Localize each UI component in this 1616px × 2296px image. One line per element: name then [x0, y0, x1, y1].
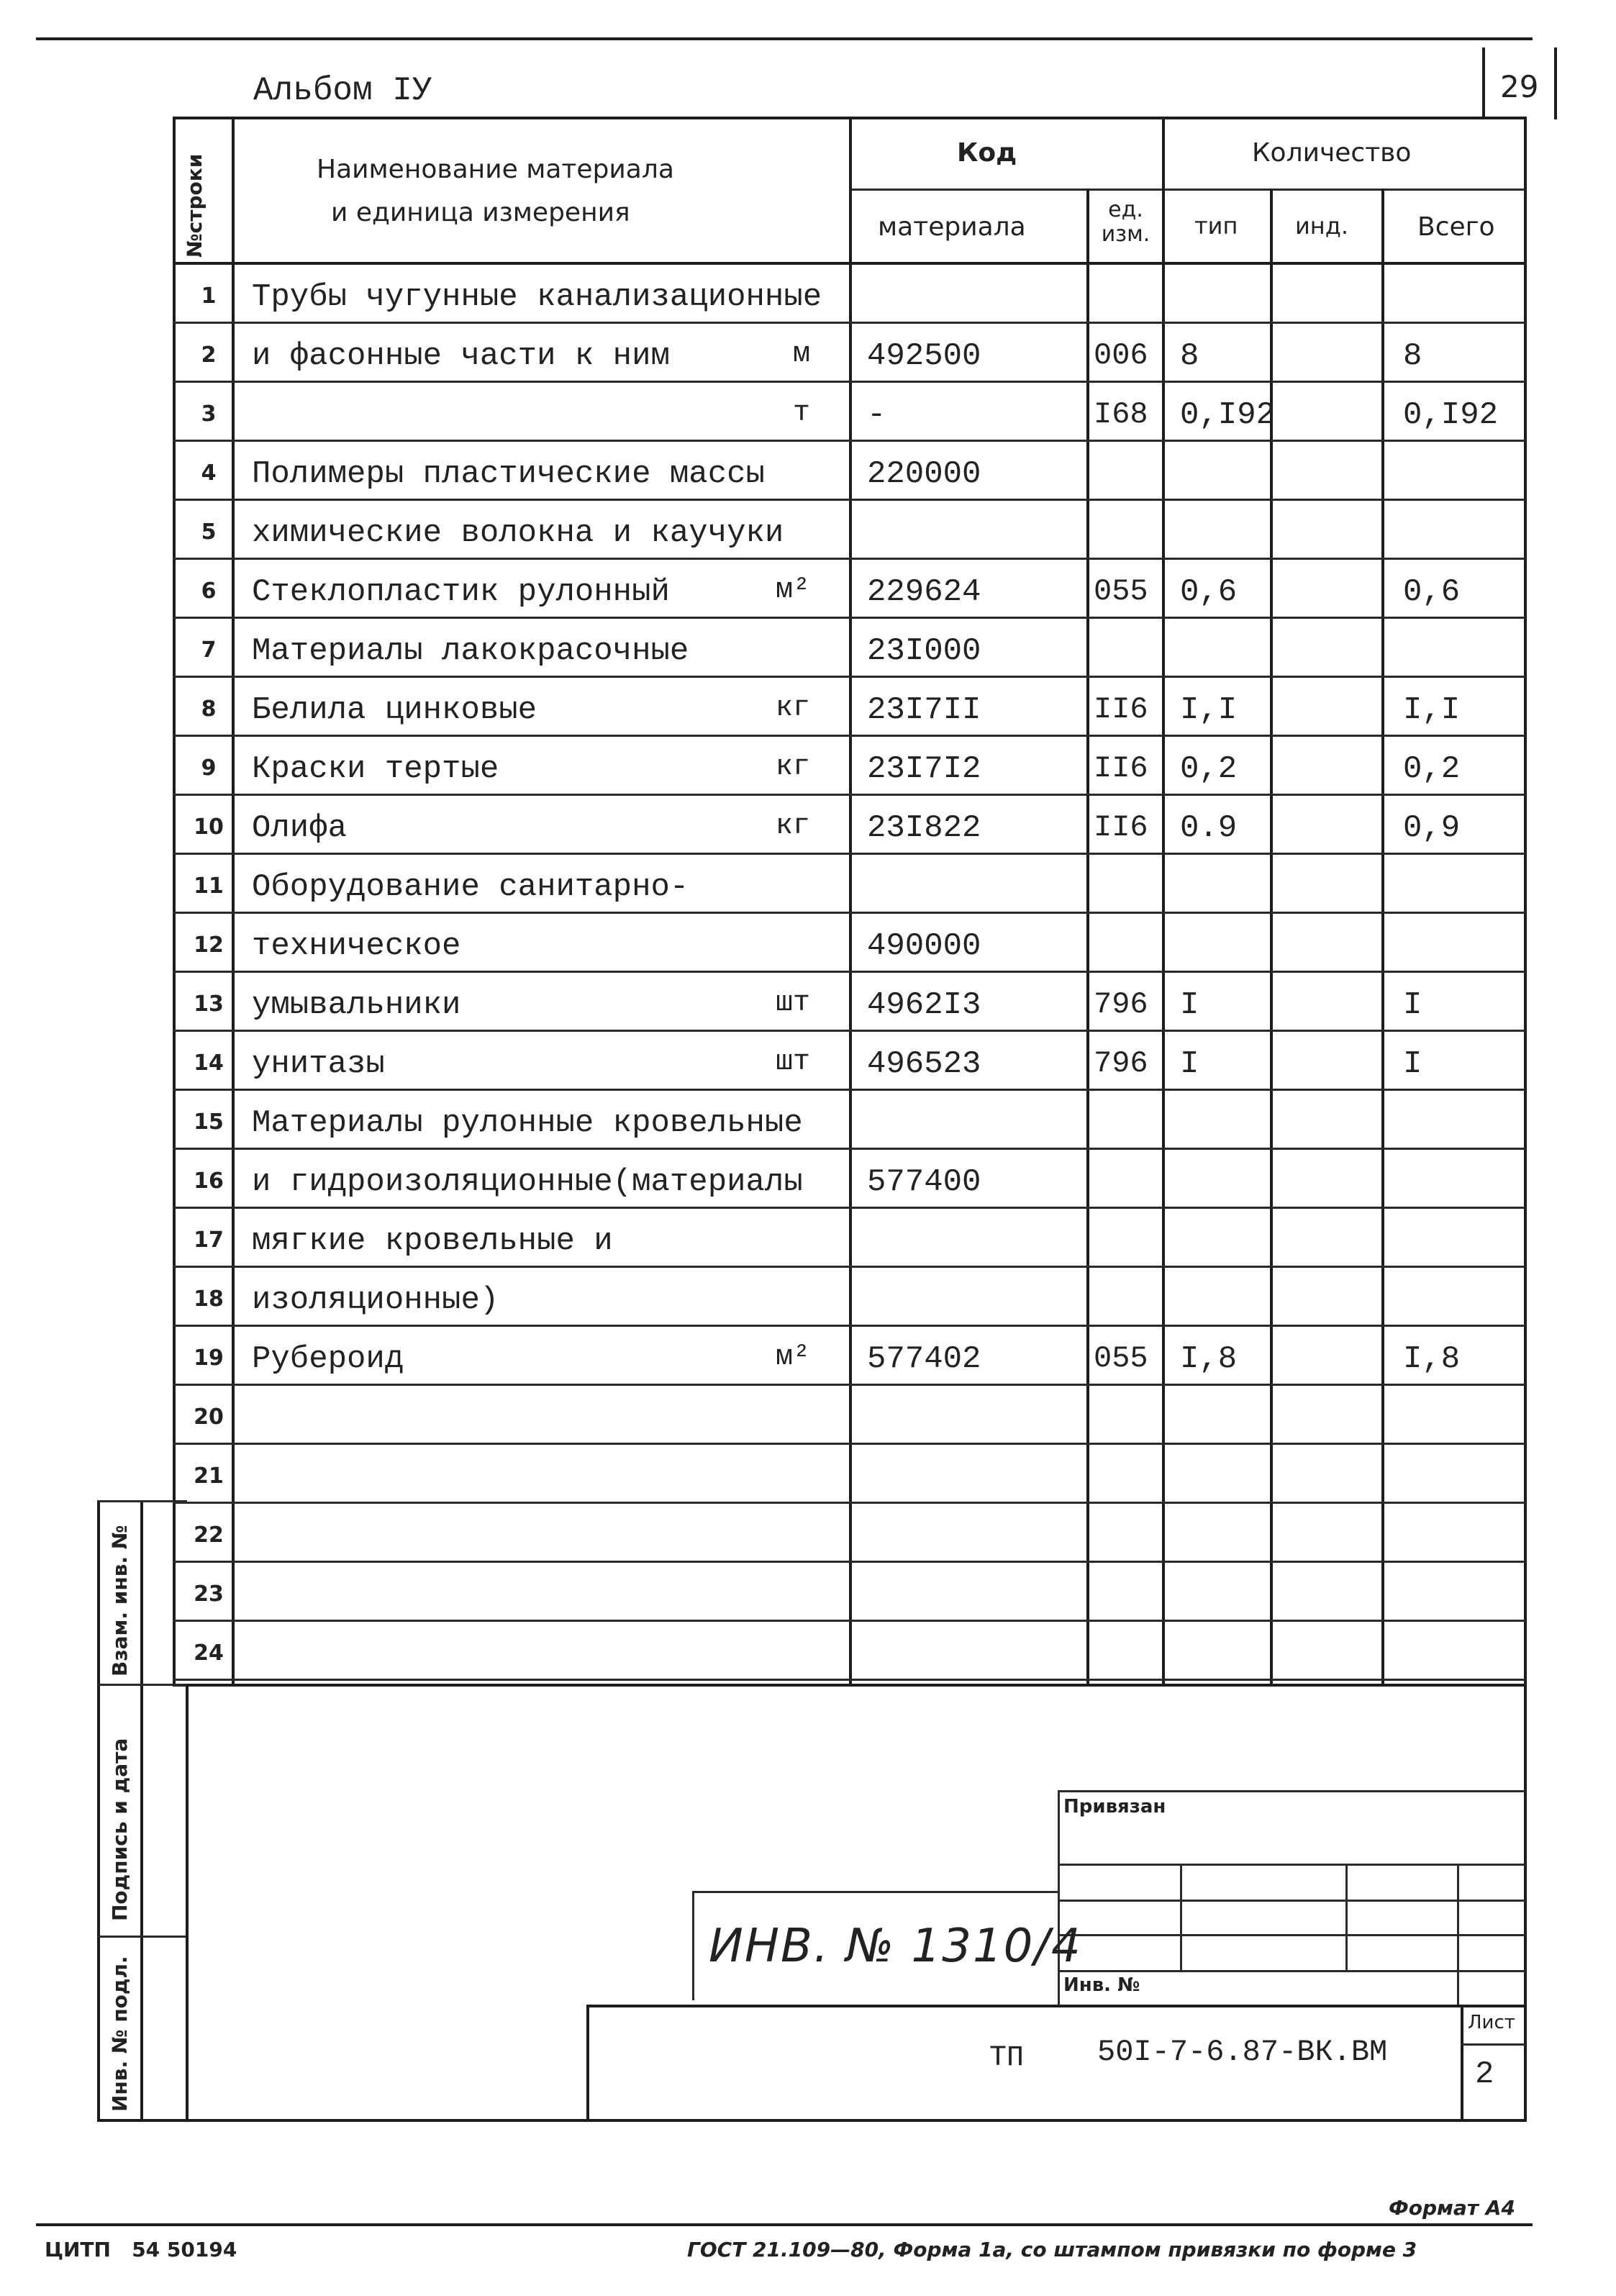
- table-row: [0, 560, 1616, 619]
- inv-no-label: Инв. №: [1063, 1974, 1140, 1996]
- table-row: [0, 1268, 1616, 1327]
- material-name: Полимеры пластические массы: [252, 456, 765, 492]
- quantity-total: I,I: [1403, 692, 1461, 728]
- designation: 50I-7-6.87-ВК.ВМ: [1097, 2035, 1388, 2069]
- table-row: [0, 442, 1616, 501]
- row-number: 19: [194, 1346, 224, 1371]
- quantity-type: I,I: [1180, 692, 1238, 728]
- row-number: 21: [194, 1464, 224, 1489]
- material-name: Трубы чугунные канализационные: [252, 279, 822, 315]
- side-stamp-mid: [140, 1500, 143, 2119]
- quantity-type: I,8: [1180, 1341, 1238, 1377]
- format-label: Формат А4: [1389, 2196, 1515, 2220]
- material-name: и гидроизоляционные(материалы: [252, 1164, 803, 1200]
- row-number: 13: [194, 992, 224, 1017]
- printer-code: ЦИТП 54 50194: [45, 2238, 237, 2261]
- material-name: Материалы рулонные кровельные: [252, 1105, 803, 1141]
- row-number: 22: [194, 1523, 224, 1548]
- privyazan-col1: [1180, 1864, 1182, 1970]
- album-label: Альбом IУ: [253, 72, 432, 109]
- unit-of-measure: м²: [775, 1341, 810, 1374]
- privyazan-col2: [1345, 1864, 1348, 1970]
- row-number: 9: [201, 755, 217, 781]
- unit-code: 055: [1094, 574, 1148, 609]
- unit-of-measure: м²: [775, 574, 810, 607]
- designation-left: [586, 2005, 589, 2120]
- table-row: [0, 1150, 1616, 1209]
- material-code: 490000: [867, 928, 981, 964]
- privyazan-top: [1058, 1790, 1525, 1792]
- material-code: 4962I3: [867, 987, 981, 1023]
- privyazan-row4: [1058, 1970, 1525, 1972]
- top-border: [36, 37, 1533, 40]
- privyazan-label: Привязан: [1063, 1796, 1166, 1818]
- header-quantity: Количество: [1252, 138, 1412, 168]
- table-row: [0, 855, 1616, 914]
- table-row: [0, 1327, 1616, 1386]
- table-row: [0, 914, 1616, 973]
- table-row: [0, 1622, 1616, 1681]
- row-number: 1: [201, 283, 217, 309]
- table-row: [0, 796, 1616, 855]
- material-code: 23I7II: [867, 692, 981, 728]
- unit-of-measure: кг: [775, 692, 810, 725]
- row-number: 16: [194, 1169, 224, 1194]
- side-vzam-inv: Взам. инв. №: [108, 1525, 132, 1676]
- side-stamp-sep1: [97, 1684, 187, 1686]
- row-number: 24: [194, 1641, 224, 1666]
- table-row: [0, 1504, 1616, 1563]
- material-code: 492500: [867, 338, 981, 374]
- privyazan-row2: [1058, 1900, 1525, 1902]
- handwritten-box-top: [692, 1891, 1058, 1893]
- table-row: [0, 973, 1616, 1032]
- quantity-total: 8: [1403, 338, 1422, 374]
- material-name: Оборудование санитарно-: [252, 869, 689, 905]
- material-name: унитазы: [252, 1046, 385, 1082]
- header-qty-ind: инд.: [1295, 212, 1349, 240]
- quantity-total: I: [1403, 987, 1422, 1023]
- quantity-type: 0,2: [1180, 751, 1238, 787]
- sheet-label: Лист: [1468, 2012, 1515, 2033]
- privyazan-row3: [1058, 1934, 1525, 1936]
- quantity-total: 0,6: [1403, 574, 1461, 610]
- unit-code: II6: [1094, 751, 1148, 786]
- material-name: Краски тертые: [252, 751, 499, 787]
- row-number: 12: [194, 933, 224, 958]
- unit-of-measure: т: [792, 397, 810, 430]
- side-inv-podl: Инв. № подл.: [108, 1956, 132, 2112]
- header-code-unit: ед. изм.: [1101, 197, 1150, 247]
- header-row-no: №строки: [183, 153, 206, 258]
- quantity-type: 0.9: [1180, 810, 1238, 846]
- material-name: умывальники: [252, 987, 461, 1023]
- footer-line: [36, 2223, 1533, 2226]
- header-code: Код: [957, 138, 1017, 168]
- handwritten-inventory: ИНВ. № 1310/4: [709, 1920, 1082, 1973]
- quantity-total: 0,I92: [1403, 397, 1499, 433]
- quantity-type: I: [1180, 1046, 1199, 1082]
- unit-code: 006: [1094, 338, 1148, 373]
- row-number: 23: [194, 1582, 224, 1607]
- header-qty-type: тип: [1194, 212, 1238, 240]
- quantity-total: I,8: [1403, 1341, 1461, 1377]
- unit-code: 796: [1094, 1046, 1148, 1081]
- privyazan-col3: [1457, 1864, 1459, 2005]
- row-number: 8: [201, 696, 217, 722]
- gost-reference: ГОСТ 21.109—80, Форма 1а, со штампом привязки по форме 3: [687, 2238, 1417, 2261]
- quantity-total: I: [1403, 1046, 1422, 1082]
- table-row: [0, 737, 1616, 796]
- material-name: Материалы лакокрасочные: [252, 633, 689, 669]
- quantity-type: 0,6: [1180, 574, 1238, 610]
- material-code: 577400: [867, 1164, 981, 1200]
- material-name: и фасонные части к ним: [252, 338, 670, 374]
- unit-of-measure: м: [792, 338, 810, 371]
- designation-prefix: ТП: [989, 2042, 1025, 2074]
- sheet-number: 2: [1475, 2056, 1494, 2092]
- unit-code: II6: [1094, 692, 1148, 727]
- material-name: техническое: [252, 928, 461, 964]
- table-row: [0, 265, 1616, 324]
- row-number: 15: [194, 1110, 224, 1135]
- frame-left: [186, 1684, 189, 2119]
- material-name: Олифа: [252, 810, 348, 846]
- row-number: 17: [194, 1228, 224, 1253]
- row-number: 20: [194, 1405, 224, 1430]
- header-name-1: Наименование материала: [317, 155, 674, 184]
- unit-code: II6: [1094, 810, 1148, 845]
- side-stamp-sep2: [97, 1936, 187, 1938]
- table-row: [0, 1091, 1616, 1150]
- material-name: изоляционные): [252, 1282, 499, 1318]
- row-number: 4: [201, 460, 217, 486]
- quantity-type: I: [1180, 987, 1199, 1023]
- quantity-total: 0,9: [1403, 810, 1461, 846]
- material-code: 220000: [867, 456, 981, 492]
- table-row: [0, 619, 1616, 678]
- row-number: 14: [194, 1051, 224, 1076]
- material-name: Белила цинковые: [252, 692, 537, 728]
- privyazan-row1: [1058, 1864, 1525, 1866]
- material-code: 496523: [867, 1046, 981, 1082]
- sheet-sep: [1461, 2043, 1525, 2046]
- table-row: [0, 1386, 1616, 1445]
- row-number: 10: [194, 815, 224, 840]
- header-qty-total: Всего: [1417, 212, 1495, 242]
- material-code: 23I822: [867, 810, 981, 846]
- quantity-type: 0,I92: [1180, 397, 1276, 433]
- unit-of-measure: шт: [775, 1046, 810, 1079]
- table-row: [0, 1032, 1616, 1091]
- unit-code: 796: [1094, 987, 1148, 1022]
- header-mid-line: [849, 189, 1525, 191]
- table-row: [0, 383, 1616, 442]
- table-row: [0, 678, 1616, 737]
- unit-of-measure: шт: [775, 987, 810, 1020]
- material-code: 23I7I2: [867, 751, 981, 787]
- side-podpis-data: Подпись и дата: [108, 1738, 132, 1921]
- page-number: 29: [1500, 69, 1539, 104]
- side-stamp-top: [97, 1500, 187, 1502]
- row-number: 3: [201, 401, 217, 427]
- material-code: 577402: [867, 1341, 981, 1377]
- page-number-box-right: [1554, 47, 1557, 119]
- quantity-total: 0,2: [1403, 751, 1461, 787]
- table-bottom-line: [173, 1684, 1525, 1687]
- row-number: 7: [201, 637, 217, 663]
- material-code: 23I000: [867, 633, 981, 669]
- row-divider: [173, 1679, 1525, 1681]
- header-code-material: материала: [878, 212, 1026, 242]
- row-number: 18: [194, 1287, 224, 1312]
- designation-top: [586, 2005, 1525, 2007]
- designation-right: [1461, 2005, 1463, 2120]
- page-number-box-left: [1482, 47, 1485, 119]
- unit-of-measure: кг: [775, 751, 810, 784]
- table-row: [0, 1563, 1616, 1622]
- unit-of-measure: кг: [775, 810, 810, 843]
- header-name-2: и единица измерения: [331, 198, 630, 227]
- row-number: 2: [201, 342, 217, 368]
- table-row: [0, 1209, 1616, 1268]
- row-number: 6: [201, 578, 217, 604]
- side-stamp-left: [97, 1500, 100, 2119]
- material-name: Рубероид: [252, 1341, 404, 1377]
- material-name: химические волокна и каучуки: [252, 515, 784, 551]
- unit-code: 055: [1094, 1341, 1148, 1376]
- unit-code: I68: [1094, 397, 1148, 432]
- quantity-type: 8: [1180, 338, 1199, 374]
- table-row: [0, 324, 1616, 383]
- table-row: [0, 1445, 1616, 1504]
- table-row: [0, 501, 1616, 560]
- material-name: мягкие кровельные и: [252, 1223, 613, 1259]
- handwritten-box-left: [692, 1891, 694, 2000]
- material-name: Стеклопластик рулонный: [252, 574, 670, 610]
- frame-bottom: [97, 2119, 1527, 2122]
- material-code: -: [867, 397, 886, 433]
- material-code: 229624: [867, 574, 981, 610]
- row-number: 5: [201, 519, 217, 545]
- row-number: 11: [194, 874, 224, 899]
